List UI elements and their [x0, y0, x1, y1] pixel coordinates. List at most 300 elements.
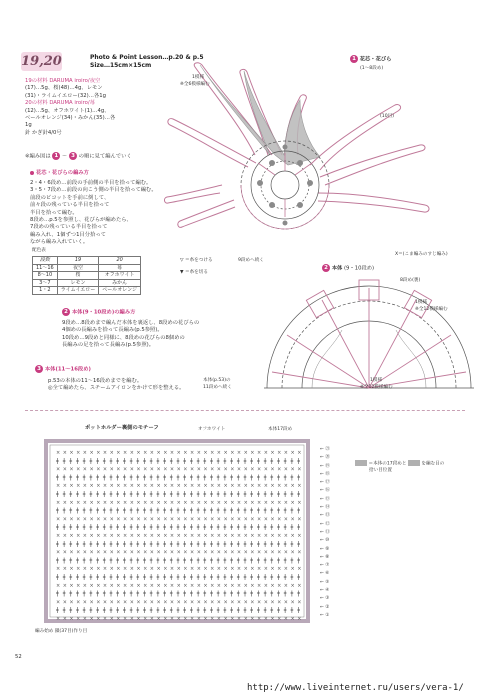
materials-line: 針 かぎ針4/0号: [25, 129, 62, 136]
materials-line: 1g: [25, 122, 32, 129]
stitch-symbol: ×: [76, 549, 81, 556]
stitch-symbol: ×: [69, 566, 74, 573]
row-number: ← ⑨: [320, 546, 330, 552]
stitch-symbol: ×: [290, 483, 295, 490]
stitch-symbol: ǂ: [129, 473, 133, 481]
stitch-symbol: ×: [143, 533, 148, 539]
stitch-symbol: ×: [297, 533, 302, 539]
stitch-symbol: ×: [129, 616, 134, 622]
stitch-symbol: ×: [136, 516, 141, 523]
stitch-symbol: ×: [136, 549, 141, 556]
stitch-symbol: ×: [297, 466, 302, 473]
stitch-symbol: ǂ: [270, 540, 274, 548]
stitch-symbol: ×: [109, 516, 114, 523]
stitch-symbol: ǂ: [190, 507, 193, 515]
stitch-symbol: ×: [109, 499, 114, 506]
stitch-symbol: ǂ: [203, 490, 207, 498]
stitch-symbol: ǂ: [163, 523, 166, 531]
stitch-symbol: ×: [89, 599, 94, 606]
stitch-symbol: ǂ: [263, 590, 267, 598]
stitch-symbol: ǂ: [62, 573, 66, 581]
section-divider: [25, 410, 465, 411]
stitch-symbol: ×: [250, 533, 255, 539]
stitch-symbol: ×: [62, 566, 67, 573]
stitch-symbol: ǂ: [143, 606, 146, 614]
stitch-symbol: ǂ: [277, 556, 280, 564]
stitch-symbol: ǂ: [183, 540, 187, 548]
stitch-symbol: ǂ: [176, 540, 180, 548]
stitch-symbol: ǂ: [156, 507, 160, 515]
stitch-symbol: ×: [196, 533, 201, 539]
stitch-symbol: ǂ: [223, 556, 227, 564]
stitch-symbol: ×: [270, 450, 275, 456]
stitch-symbol: ×: [243, 616, 248, 622]
stitch-symbol: ×: [203, 566, 208, 573]
stitch-symbol: ×: [216, 483, 222, 490]
stitch-symbol: ǂ: [210, 590, 213, 598]
stitch-symbol: ǂ: [69, 457, 73, 465]
stitch-symbol: ×: [243, 582, 248, 589]
stitch-symbol: ǂ: [109, 556, 113, 564]
stitch-symbol: ×: [176, 549, 181, 556]
stitch-symbol: ǂ: [102, 523, 106, 531]
stitch-symbol: ǂ: [183, 490, 187, 498]
table-row: [33, 279, 141, 287]
diagram1-petal-label: (10目): [380, 114, 395, 119]
stitch-symbol: ǂ: [290, 507, 294, 515]
table-cell: レモン: [57, 279, 99, 287]
stitch-symbol: ǂ: [129, 590, 133, 598]
stitch-symbol: ǂ: [76, 556, 79, 564]
stitch-symbol: ×: [69, 466, 74, 473]
stitch-symbol: ǂ: [183, 590, 187, 598]
stitch-symbol: ×: [102, 499, 108, 506]
stitch-symbol: ×: [257, 549, 262, 556]
stitch-symbol: ×: [109, 466, 114, 473]
stitch-symbol: ×: [290, 499, 295, 506]
petal-section-line: 8段め…p.5を参照し、花びらが編めたら、: [30, 217, 132, 224]
stitch-symbol: ǂ: [116, 473, 120, 481]
stitch-symbol: ×: [203, 516, 208, 523]
stitch-symbol: ×: [62, 616, 67, 622]
stitch-symbol: ǂ: [236, 490, 240, 498]
stitch-symbol: ×: [62, 582, 67, 589]
stitch-symbol: ×: [223, 516, 228, 523]
stitch-symbol: ×: [102, 516, 108, 523]
stitch-symbol: ×: [89, 533, 94, 539]
diagram1-step-icon: 1: [350, 55, 358, 63]
stitch-symbol: ×: [156, 599, 161, 606]
stitch-symbol: ×: [169, 533, 175, 539]
stitch-symbol: ×: [270, 566, 275, 573]
stitch-symbol: ×: [203, 466, 208, 473]
stitch-symbol: ×: [243, 516, 248, 523]
stitch-symbol: ×: [156, 533, 161, 539]
stitch-symbol: ×: [297, 483, 302, 490]
stitch-symbol: ǂ: [216, 573, 220, 581]
stitch-symbol: ×: [82, 616, 88, 622]
stitch-symbol: ǂ: [56, 590, 59, 598]
table-header: 段数: [33, 257, 58, 265]
table-cell: 苺: [99, 264, 141, 272]
stitch-symbol: ǂ: [163, 556, 166, 564]
stitch-symbol: ×: [62, 483, 67, 490]
stitch-symbol: ×: [136, 566, 141, 573]
stitch-symbol: ×: [62, 466, 67, 473]
stitch-symbol: ǂ: [203, 540, 207, 548]
stitch-symbol: ×: [290, 516, 295, 523]
stitch-symbol: ǂ: [129, 490, 133, 498]
stitch-symbol: ǂ: [163, 490, 166, 498]
diagram2-repeat-label: ※全12模様編む: [415, 307, 448, 312]
stitch-symbol: ǂ: [176, 473, 180, 481]
stitch-symbol: ×: [163, 616, 168, 622]
stitch-symbol: ×: [290, 549, 295, 556]
stitch-symbol: ǂ: [96, 606, 99, 614]
stitch-symbol: ×: [163, 450, 168, 456]
stitch-symbol: ǂ: [297, 606, 300, 614]
step-2-icon: 2: [62, 308, 70, 316]
stitch-symbol: ×: [116, 516, 121, 523]
stitch-symbol: ×: [190, 566, 195, 573]
materials-list: [25, 78, 115, 137]
stitch-symbol: ×: [210, 499, 215, 506]
stitch-symbol: ǂ: [176, 523, 180, 531]
stitch-symbol: ǂ: [123, 490, 126, 498]
stitch-symbol: ǂ: [176, 490, 180, 498]
stitch-symbol: ǂ: [223, 507, 227, 515]
stitch-symbol: ǂ: [223, 590, 227, 598]
stitch-symbol: ×: [263, 450, 268, 456]
stitch-symbol: ǂ: [89, 457, 93, 465]
stitch-symbol: ×: [270, 616, 275, 622]
stitch-symbol: ǂ: [230, 606, 233, 614]
stitch-symbol: ×: [257, 499, 262, 506]
stitch-symbol: ǂ: [116, 556, 120, 564]
stitch-symbol: ×: [136, 533, 141, 539]
row-number: ← ⑤: [320, 579, 330, 585]
stitch-symbol: ǂ: [257, 556, 260, 564]
stitch-symbol: ×: [270, 533, 275, 539]
stitch-symbol: ×: [263, 582, 268, 589]
diagram2-step-icon: 2: [322, 264, 330, 272]
stitch-symbol: ǂ: [163, 473, 166, 481]
stitch-symbol: ǂ: [196, 573, 200, 581]
stitch-symbol: ǂ: [203, 473, 207, 481]
stitch-symbol: ×: [283, 533, 289, 539]
stitch-symbol: ×: [243, 549, 248, 556]
stitch-symbol: ǂ: [216, 556, 220, 564]
stitch-symbol: ǂ: [223, 490, 227, 498]
stitch-symbol: ǂ: [76, 606, 79, 614]
stitch-symbol: ×: [277, 616, 282, 622]
stitch-symbol: ×: [143, 566, 148, 573]
stitch-symbol: ×: [156, 616, 161, 622]
stitch-symbol: ǂ: [156, 590, 160, 598]
stitch-symbol: ǂ: [136, 540, 140, 548]
stitch-symbol: ǂ: [56, 523, 59, 531]
stitch-symbol: ǂ: [190, 590, 193, 598]
stitch-symbol: ǂ: [56, 473, 59, 481]
stitch-symbol: ǂ: [290, 606, 294, 614]
stitch-symbol: ǂ: [156, 473, 160, 481]
stitch-symbol: ǂ: [129, 540, 133, 548]
stitch-symbol: ×: [257, 450, 262, 456]
petal-section-line: 編み入れ、1個ずつ1目分拾って: [30, 231, 106, 238]
stitch-symbol: ǂ: [143, 590, 146, 598]
stitch-symbol: ǂ: [223, 606, 227, 614]
stitch-symbol: ǂ: [136, 573, 140, 581]
stitch-symbol: ǂ: [129, 556, 133, 564]
stitch-symbol: ×: [69, 450, 74, 456]
stitch-symbol: ǂ: [82, 556, 86, 564]
stitch-symbol: ǂ: [196, 556, 200, 564]
stitch-symbol: ×: [243, 499, 248, 506]
stitch-symbol: ×: [143, 450, 148, 456]
stitch-symbol: ×: [190, 516, 195, 523]
stitch-symbol: ×: [176, 516, 181, 523]
stitch-symbol: ×: [82, 483, 88, 490]
stitch-symbol: ǂ: [236, 556, 240, 564]
stitch-symbol: ×: [203, 450, 208, 456]
stitch-symbol: ǂ: [156, 457, 160, 465]
stitch-symbol: ǂ: [96, 523, 99, 531]
stitch-symbol: ×: [149, 483, 155, 490]
stitch-symbol: ×: [216, 549, 222, 556]
stitch-symbol: ×: [56, 466, 61, 473]
body-section-lines: [62, 320, 199, 350]
stitch-symbol: ×: [277, 599, 282, 606]
stitch-symbol: ×: [257, 616, 262, 622]
stitch-symbol: ǂ: [250, 606, 254, 614]
stitch-symbol: ×: [116, 566, 121, 573]
stitch-symbol: ǂ: [143, 523, 146, 531]
stitch-symbol: ǂ: [123, 573, 126, 581]
stitch-symbol: ǂ: [290, 556, 294, 564]
stitch-symbol: ǂ: [129, 523, 133, 531]
stitch-symbol: ×: [203, 616, 208, 622]
stitch-symbol: ×: [230, 499, 235, 506]
stitch-symbol: ǂ: [56, 556, 59, 564]
stitch-symbol: ×: [143, 582, 148, 589]
stitch-symbol: ×: [62, 549, 67, 556]
start-note: 編み始め 鎖(37目)作り目: [35, 629, 88, 634]
stitch-symbol: ×: [129, 499, 134, 506]
stitch-symbol: ǂ: [270, 457, 274, 465]
stitch-symbol: ǂ: [203, 573, 207, 581]
size-label: Size…15cm×15cm: [90, 62, 152, 69]
diagram2-pattern-label: 1模様: [415, 300, 428, 305]
stitch-symbol: ǂ: [223, 457, 227, 465]
materials-line: 19の材料 DARUMA iroiro/夜空: [25, 78, 101, 84]
stitch-symbol: ×: [277, 499, 282, 506]
stitch-symbol: ǂ: [196, 606, 200, 614]
stitch-symbol: ǂ: [109, 457, 113, 465]
stitch-symbol: ×: [96, 616, 101, 622]
stitch-symbol: ǂ: [56, 573, 59, 581]
stitch-symbol: ǂ: [116, 507, 120, 515]
stitch-symbol: ǂ: [210, 606, 213, 614]
stitch-symbol: ×: [203, 582, 208, 589]
stitch-symbol: ǂ: [216, 540, 220, 548]
stitch-symbol: ×: [109, 549, 114, 556]
stitch-symbol: ×: [183, 466, 188, 473]
stitch-symbol: ×: [102, 599, 108, 606]
stitch-symbol: ǂ: [250, 540, 254, 548]
row-number: ← ⑮: [320, 496, 330, 502]
stitch-symbol: ǂ: [62, 540, 66, 548]
stitch-symbol: ǂ: [123, 507, 126, 515]
stitch-symbol: ǂ: [230, 457, 233, 465]
stitch-symbol: ǂ: [82, 606, 86, 614]
stitch-symbol: ×: [196, 450, 201, 456]
stitch-symbol: ×: [129, 599, 134, 606]
table-header: 20: [99, 257, 141, 265]
row-number: ← ⑩: [320, 538, 330, 544]
stitch-symbol: ǂ: [149, 523, 153, 531]
stitch-symbol: ǂ: [96, 556, 99, 564]
stitch-symbol: ǂ: [257, 507, 260, 515]
stitch-symbol: ǂ: [203, 606, 207, 614]
materials-line: 20の材料 DARUMA iroiro/苺: [25, 100, 95, 107]
stitch-symbol: ǂ: [109, 573, 113, 581]
stitch-symbol: ×: [223, 549, 228, 556]
table-cell: 8〜10: [33, 272, 58, 280]
stitch-symbol: ×: [297, 616, 302, 622]
stitch-symbol: ×: [263, 466, 268, 473]
stitch-symbol: ×: [82, 566, 88, 573]
stitch-symbol: ×: [82, 499, 88, 506]
stitch-symbol: ×: [76, 499, 81, 506]
stitch-symbol: ǂ: [283, 590, 287, 598]
step-3-icon: 3: [69, 152, 77, 160]
petal-section-line: 前段のピコットを手前に倒して、: [30, 194, 110, 201]
stitch-symbol: ×: [129, 582, 134, 589]
stitch-symbol: ǂ: [297, 523, 300, 531]
stitch-symbol: ×: [203, 533, 208, 539]
stitch-symbol: ×: [236, 582, 242, 589]
stitch-symbol: ǂ: [169, 590, 173, 598]
stitch-symbol: ×: [203, 483, 208, 490]
stitch-symbol: ×: [250, 499, 255, 506]
stitch-symbol: ǂ: [102, 573, 106, 581]
stitch-symbol: ǂ: [96, 590, 99, 598]
stitch-symbol: ǂ: [236, 606, 240, 614]
stitch-symbol: ×: [257, 516, 262, 523]
stitch-symbol: ×: [96, 582, 101, 589]
stitch-symbol: ×: [116, 533, 121, 539]
stitch-symbol: ×: [277, 516, 282, 523]
stitch-symbol: ǂ: [69, 540, 73, 548]
stitch-symbol: ×: [250, 616, 255, 622]
stitch-symbol: ×: [210, 582, 215, 589]
stitch-symbol: ǂ: [116, 573, 120, 581]
stitch-symbol: ×: [82, 466, 88, 473]
stitch-symbol: ǂ: [116, 606, 120, 614]
stitch-symbol: ǂ: [243, 457, 247, 465]
row-number: ← ⑲: [320, 463, 330, 469]
stitch-symbol: ×: [149, 450, 155, 456]
stitch-symbol: ×: [109, 450, 114, 456]
stitch-symbol: ǂ: [290, 540, 294, 548]
stitch-symbol: ǂ: [283, 573, 287, 581]
stitch-symbol: ×: [270, 483, 275, 490]
stitch-symbol: ǂ: [143, 473, 146, 481]
diagram1-subtitle: (1〜8段め): [360, 66, 384, 71]
stitch-symbol: ×: [216, 516, 222, 523]
stitch-symbol: ×: [169, 599, 175, 606]
diagram1-repeat-label: ※全6模様編む: [180, 82, 210, 87]
stitch-symbol: ×: [149, 533, 155, 539]
stitch-symbol: ǂ: [129, 606, 133, 614]
stitch-symbol: ×: [136, 450, 141, 456]
stitch-symbol: ǂ: [82, 507, 86, 515]
stitch-symbol: ×: [297, 599, 302, 606]
stitch-symbol: ×: [56, 599, 61, 606]
stitch-symbol: ×: [216, 533, 222, 539]
stitch-symbol: ǂ: [283, 457, 287, 465]
stitch-symbol: ×: [277, 566, 282, 573]
diagram2-title: 2 本体 (9・10段め): [322, 264, 374, 273]
stitch-symbol: ǂ: [109, 473, 113, 481]
stitch-symbol: ×: [176, 566, 181, 573]
stitch-symbol: ǂ: [270, 606, 274, 614]
stitch-symbol: ×: [76, 582, 81, 589]
stitch-symbol: ǂ: [56, 490, 59, 498]
stitch-symbol: ǂ: [183, 507, 187, 515]
stitch-symbol: ǂ: [270, 490, 274, 498]
petal-section-body: [30, 180, 157, 247]
stitch-symbol: ×: [230, 516, 235, 523]
stitch-symbol: ×: [250, 450, 255, 456]
section-3-line: ◎全て編めたら、スチームアイロンをかけて形を整える。: [48, 385, 185, 392]
stitch-symbol: ǂ: [76, 457, 79, 465]
stitch-symbol: ×: [143, 599, 148, 606]
stitch-symbol: ×: [76, 616, 81, 622]
page-number: 52: [15, 654, 22, 660]
row-number: ← ⑦: [320, 563, 330, 569]
stitch-symbol: ×: [116, 483, 121, 490]
stitch-symbol: ǂ: [169, 540, 173, 548]
row-number: ← ⑪: [320, 529, 330, 535]
stitch-symbol: ×: [230, 483, 235, 490]
stitch-symbol: ǂ: [297, 507, 300, 515]
table-row: [33, 272, 141, 280]
stitch-symbol: ×: [210, 516, 215, 523]
stitch-symbol: ×: [169, 566, 175, 573]
stitch-symbol: ǂ: [76, 507, 79, 515]
stitch-symbol: ×: [143, 616, 148, 622]
stitch-symbol: ×: [277, 450, 282, 456]
stitch-symbol: ǂ: [123, 473, 126, 481]
stitch-symbol: ×: [290, 533, 295, 539]
stitch-symbol: ǂ: [143, 540, 146, 548]
stitch-symbol: ×: [183, 599, 188, 606]
stitch-symbol: ×: [56, 549, 61, 556]
stitch-symbol: ×: [196, 499, 201, 506]
row-number: ← ⑱: [320, 471, 330, 477]
stitch-symbol: ×: [89, 549, 94, 556]
stitch-symbol: ×: [89, 450, 94, 456]
body-section-line: 9段め…8段めまで編んだ本体を裏返し、8段めの花びらの: [62, 320, 200, 326]
stitch-symbol: ×: [129, 566, 134, 573]
stitch-symbol: ǂ: [89, 540, 93, 548]
row-number: ← ④: [320, 588, 330, 594]
stitch-symbol: ǂ: [62, 457, 66, 465]
stitch-symbol: ×: [123, 582, 128, 589]
stitch-symbol: ǂ: [149, 556, 153, 564]
stitch-symbol: ×: [283, 566, 289, 573]
